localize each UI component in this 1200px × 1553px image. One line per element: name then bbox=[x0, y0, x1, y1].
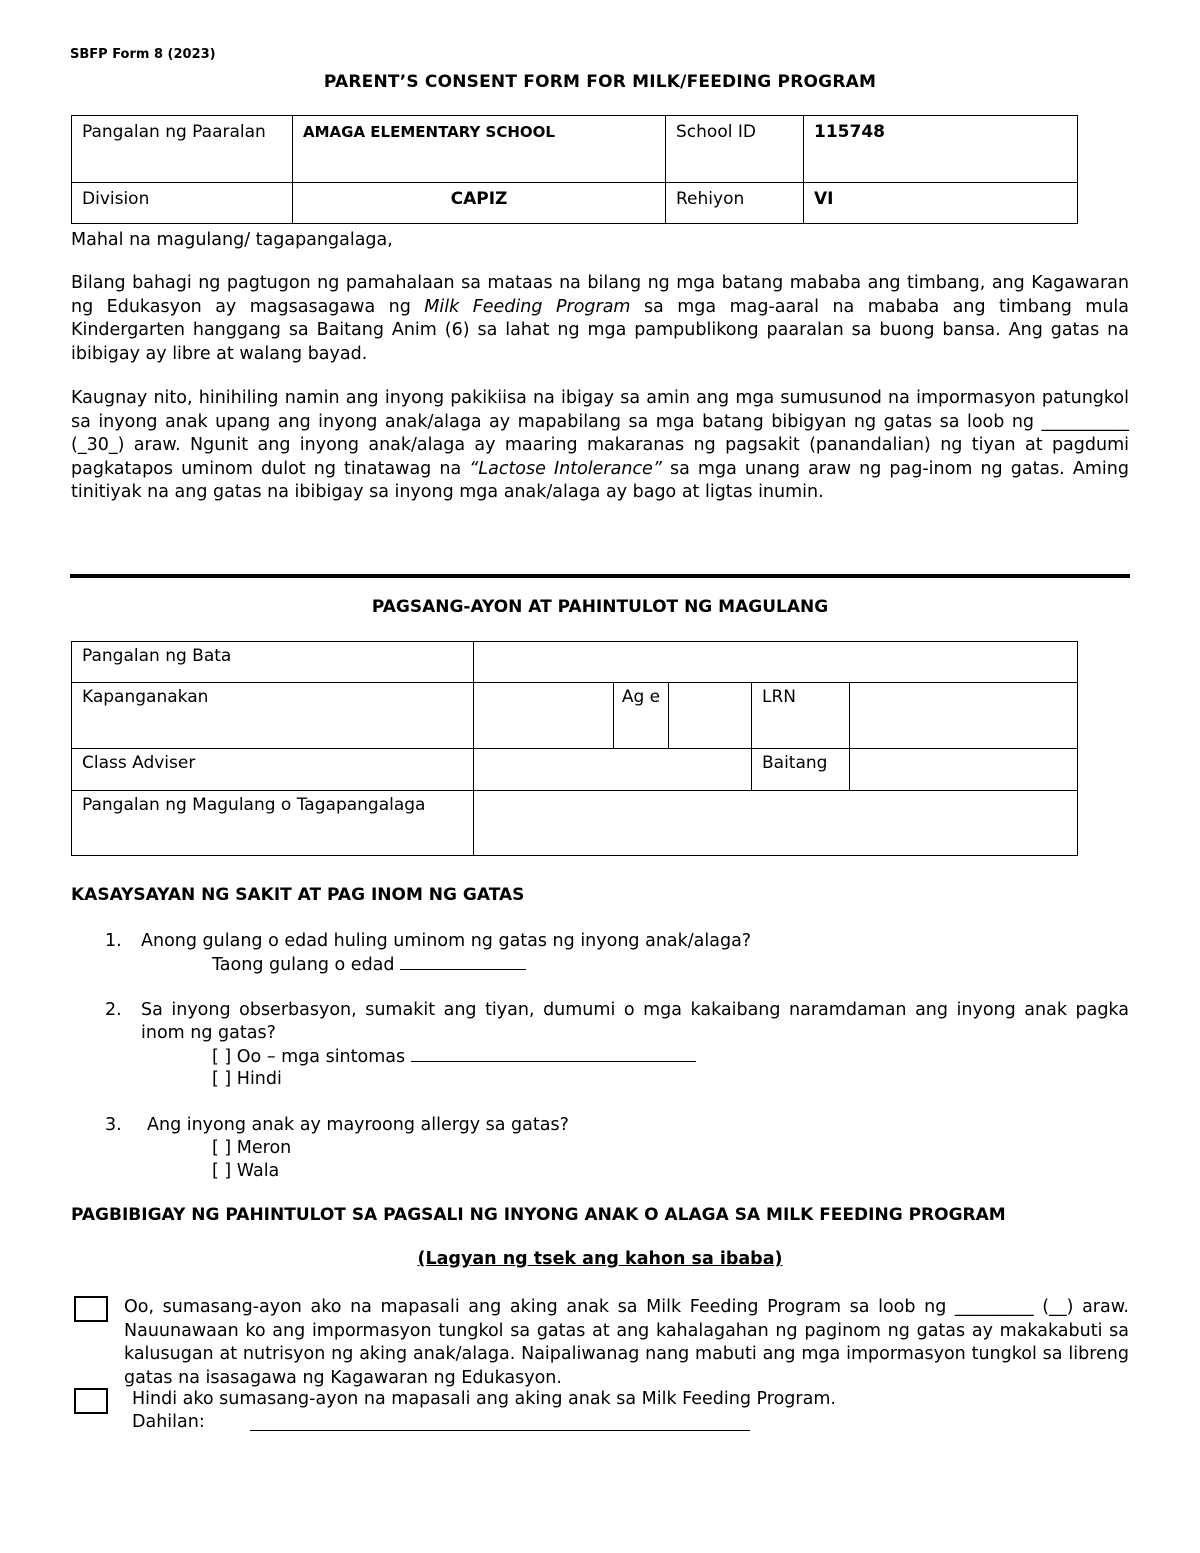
q3-number: 3. bbox=[105, 1115, 122, 1135]
q3-option-no[interactable]: [ ] Wala bbox=[212, 1161, 280, 1181]
school-name-value: AMAGA ELEMENTARY SCHOOL bbox=[293, 116, 666, 183]
letter-paragraph-1: Bilang bahagi ng pagtugon ng pamahalaan sa mataas na bilang ng mga batang mababa ang timbang, ang Kagawaran ng Edukasyon ay magsasagawa ng Milk Feeding Program sa mga mag-aaral na mababa ang timbang mula Kindergarten hanggang sa Baitang Anim (6) sa lahat ng mga pampublikong paaralan sa buong bansa. Ang gatas na ibibigay ay libre at walang bayad. bbox=[71, 273, 1129, 364]
child-name-label: Pangalan ng Bata bbox=[72, 642, 474, 683]
greeting: Mahal na magulang/ tagapangalaga, bbox=[71, 230, 393, 250]
symptoms-field[interactable] bbox=[411, 1045, 696, 1062]
parent-name-label: Pangalan ng Magulang o Tagapangalaga bbox=[72, 791, 474, 856]
consent-section-title: PAGSANG-AYON AT PAHINTULOT NG MAGULANG bbox=[371, 597, 829, 617]
permission-heading: PAGBIBIGAY NG PAHINTULOT SA PAGSALI NG INYONG ANAK O ALAGA SA MILK FEEDING PROGRAM bbox=[71, 1205, 1006, 1225]
lrn-field[interactable] bbox=[850, 683, 1078, 749]
age-label: Ag e bbox=[614, 683, 669, 749]
child-name-field[interactable] bbox=[474, 642, 1078, 683]
q2-option-no[interactable]: [ ] Hindi bbox=[212, 1069, 282, 1089]
q1-text: Anong gulang o edad huling uminom ng gatas ng inyong anak/alaga? bbox=[141, 931, 752, 951]
division-value: CAPIZ bbox=[293, 183, 666, 224]
consent-yes-checkbox[interactable] bbox=[74, 1296, 108, 1322]
history-heading: KASAYSAYAN NG SAKIT AT PAG INOM NG GATAS bbox=[71, 885, 525, 905]
q1-answer-field[interactable] bbox=[400, 953, 526, 970]
form-title: PARENT’S CONSENT FORM FOR MILK/FEEDING PROGRAM bbox=[323, 72, 877, 92]
q2-option-yes[interactable]: [ ] Oo – mga sintomas bbox=[212, 1045, 696, 1069]
reason-field[interactable] bbox=[250, 1430, 750, 1431]
consent-no-checkbox[interactable] bbox=[74, 1388, 108, 1414]
school-name-label: Pangalan ng Paaralan bbox=[72, 116, 293, 183]
child-info-table bbox=[71, 641, 1078, 856]
grade-field[interactable] bbox=[850, 749, 1078, 791]
adviser-label: Class Adviser bbox=[72, 749, 474, 791]
q1-number: 1. bbox=[105, 931, 122, 951]
letter-paragraph-2: Kaugnay nito, hinihiling namin ang inyong pakikiisa na ibigay sa amin ang mga sumusunod na impormasyon patungkol sa inyong anak upang ang inyong anak/alaga ay mapabilang sa mga batang bibigyan ng gatas sa loob ng __________ (_30_) araw. Ngunit ang inyong anak/alaga ay maaring makaranas ng pagsakit (panandalian) ng tiyan at pagdumi pagkatapos uminom dulot ng tinatawag na “Lactose Intolerance” sa mga unang araw ng pag-inom ng gatas. Aming tinitiyak na ang gatas na ibibigay sa inyong mga anak/alaga ay bago at ligtas inumin. bbox=[71, 388, 1129, 502]
consent-no-text: Hindi ako sumasang-ayon na mapasali ang aking anak sa Milk Feeding Program. bbox=[132, 1389, 836, 1409]
lrn-label: LRN bbox=[752, 683, 850, 749]
school-info-table bbox=[71, 115, 1078, 224]
parent-name-field[interactable] bbox=[474, 791, 1078, 856]
section-divider bbox=[70, 574, 1130, 578]
school-id-value: 115748 bbox=[804, 116, 1078, 183]
age-field[interactable] bbox=[669, 683, 752, 749]
form-code: SBFP Form 8 (2023) bbox=[70, 47, 216, 62]
division-label: Division bbox=[72, 183, 293, 224]
q3-option-yes[interactable]: [ ] Meron bbox=[212, 1138, 292, 1158]
check-instruction: (Lagyan ng tsek ang kahon sa ibaba) bbox=[417, 1249, 783, 1269]
q1-sub: Taong gulang o edad bbox=[212, 953, 526, 977]
grade-label: Baitang bbox=[752, 749, 850, 791]
region-value: VI bbox=[804, 183, 1078, 224]
q2-text: Sa inyong obserbasyon, sumakit ang tiyan, dumumi o mga kakaibang naramdaman ang inyong anak pagka inom ng gatas? bbox=[141, 1000, 1129, 1043]
school-id-label: School ID bbox=[666, 116, 804, 183]
q3-text: Ang inyong anak ay mayroong allergy sa gatas? bbox=[147, 1115, 569, 1135]
q2-number: 2. bbox=[105, 1000, 122, 1020]
birthdate-label: Kapanganakan bbox=[72, 683, 474, 749]
adviser-field[interactable] bbox=[474, 749, 752, 791]
consent-yes-text: Oo, sumasang-ayon ako na mapasali ang aking anak sa Milk Feeding Program sa loob ng _________ (__) araw. Nauunawaan ko ang impormasyon tungkol sa gatas at ang kahalagahan ng paginom ng gatas ay makakabuti sa kalusugan at nutrisyon ng aking anak/alaga. Naipaliwanag nang mabuti ang mga impormasyon tungkol sa libreng gatas na isasagawa ng Kagawaran ng Edukasyon. bbox=[124, 1297, 1129, 1388]
birthdate-field[interactable] bbox=[474, 683, 614, 749]
region-label: Rehiyon bbox=[666, 183, 804, 224]
reason-label: Dahilan: bbox=[132, 1412, 205, 1432]
